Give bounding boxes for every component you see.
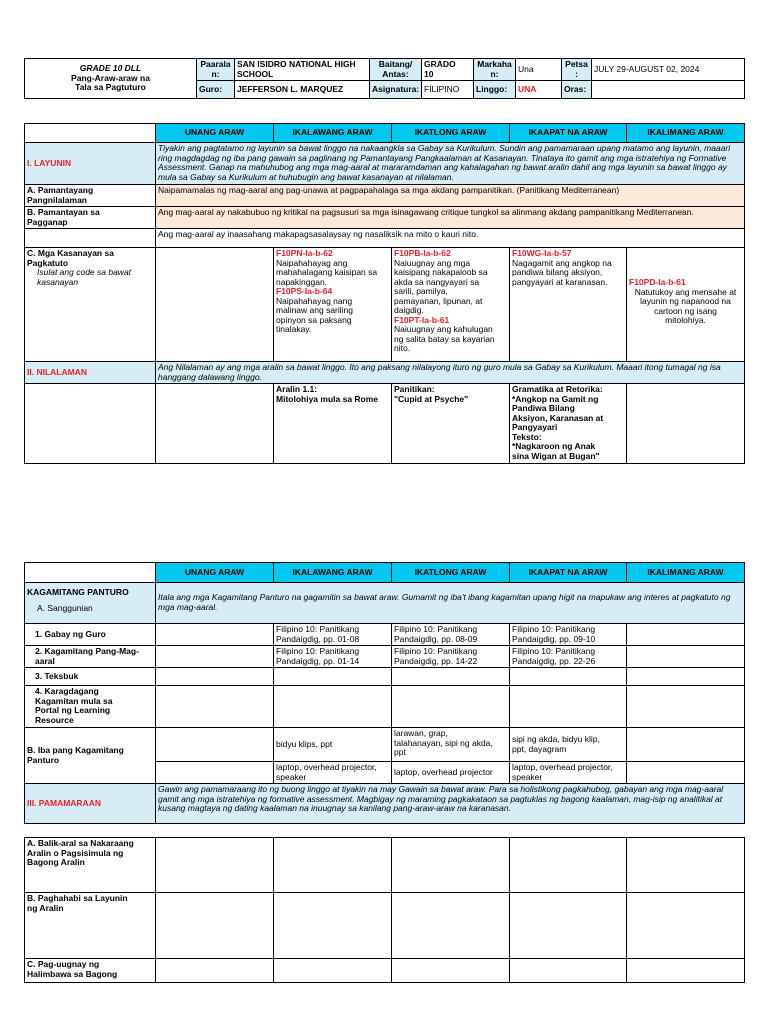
paghahabi-day3 (392, 893, 510, 959)
kasanayan-day1 (156, 248, 274, 362)
balik-aral-day1 (156, 838, 274, 893)
balik-aral-day4 (510, 838, 627, 893)
equipment-day4: laptop, overhead projector, speaker (510, 762, 627, 784)
paghahabi-day5 (627, 893, 745, 959)
competency-code: F10PD-Ia-b-61 (629, 277, 686, 288)
pag-uugnay-day4 (510, 959, 627, 983)
teksbuk-day1 (156, 668, 274, 686)
kasanayan-label: C. Mga Kasanayan sa Pagkatuto (27, 248, 114, 268)
paghahabi-day4 (510, 893, 627, 959)
oras-value (592, 81, 745, 99)
competency-code: F10WG-Ia-b-57 (512, 248, 572, 259)
dll-table-2 (24, 562, 745, 983)
kagamitang-mag-aaral-day5 (627, 646, 745, 668)
oras-label: Oras: (562, 81, 592, 99)
pamamaraan-text: Gawin ang pamamaraang ito ng buong linggo at tiyakin na may Gawain sa bawat araw. Para sa holistikong pagkahubog, gabayan ang mga mag-aaral gamit ang mga istratehiya ng formative assessment. Magbigay ng maraming pagkakataon sa pagtuklas ng bagong kaalaman, mag-isip ng analitikal at kusang magtaya ng dating kaalaman na inuugnay sa kanilang pang-araw-araw na karanasan. (156, 784, 745, 824)
paaralan-label: Paarala n: (197, 59, 235, 81)
petsa-label: Petsa : (562, 59, 592, 81)
teksbuk-day5 (627, 668, 745, 686)
corner-cell (25, 124, 156, 143)
kagamitang-mag-aaral-day4: Filipino 10: Panitikang Pandaigdig, pp. 22-26 (510, 646, 627, 668)
blank-label-cell (25, 229, 156, 248)
day-header-5: IKALIMANG ARAW (627, 124, 745, 143)
karagdagang-day2 (274, 686, 392, 728)
iba-pang-day3: larawan, grap, talahanayan, sipi ng akda, ppt (392, 728, 510, 762)
day-header-3: IKATLONG ARAW (392, 563, 510, 583)
pag-uugnay-day5 (627, 959, 745, 983)
balik-aral-day3 (392, 838, 510, 893)
teksbuk-day3 (392, 668, 510, 686)
competency-code: F10PB-Ia-b-62 (394, 248, 451, 259)
gabay-guro-day2: Filipino 10: Panitikang Pandaigdig, pp. 01-08 (274, 624, 392, 646)
pagganap-extra-text: Ang mag-aaral ay inaasahang makapagsasalaysay ng nasaliksik na mito o kauri nito. (156, 229, 745, 248)
nilalaman-day4: Gramatika at Retorika: *Angkop na Gamit ng Pandiwa Bilang Aksiyon, Karanasan at Pangyayari Teksto: *Nagkaroon ng Anak sina Wigan at Bugan" (510, 384, 627, 464)
pag-uugnay-label: C. Pag-uugnay ng Halimbawa sa Bagong (25, 959, 156, 983)
layunin-text: Tiyakin ang pagtatamo ng layunin sa bawat linggo na nakaangkla sa Gabay sa Kurikulum. Sundin ang pamamaraan upang matamo ang layunin, maaari ring magdagdag ng iba pang gawain sa paglinang ng Pamantayang Pangkaalaman at Kasanayan. Tinataya ito gamit ang mga istratehiya ng Formative Assessment. Ganap na mahuhubog ang mga mag-aaral at mararamdaman ang kahalagahan ng bawat aralin dahil ang mga layunin sa bawat linggo ay mula sa Gabay sa Kurikulum at huhubugin ang bawat kasanayan at nilalaman. (156, 143, 745, 185)
day-header-2: IKALAWANG ARAW (274, 124, 392, 143)
kagamitang-mag-aaral-label: 2. Kagamitang Pang-Mag- aaral (25, 646, 156, 668)
iba-pang-kagamitan-label: B. Iba pang Kagamitang Panturo (25, 728, 156, 784)
baitang-value: GRADO 10 (422, 59, 474, 81)
day-header-4: IKAAPAT NA ARAW (510, 124, 627, 143)
nilalaman-day1 (156, 384, 274, 464)
gabay-guro-label: 1. Gabay ng Guro (25, 624, 156, 646)
sanggunian-label: A. Sanggunian (37, 602, 93, 613)
paaralan-value: SAN ISIDRO NATIONAL HIGH SCHOOL (235, 59, 370, 81)
kagamitan-text: Itala ang mga Kagamitang Panturo na gagamitin sa bawat araw. Gumamit ng iba't ibang kagamitan upang higit na mapukaw ang interes at pagkatuto ng mga mag-aaral. (156, 583, 745, 624)
teksbuk-day2 (274, 668, 392, 686)
guro-label: Guro: (197, 81, 235, 99)
kasanayan-day2 (274, 248, 392, 362)
nilalaman-day2: Aralin 1.1: Mitolohiya mula sa Rome (274, 384, 392, 464)
balik-aral-day5 (627, 838, 745, 893)
pamantayan-pagganap-text: Ang mag-aaral ay nakabubuo ng kritikal na pagsusuri sa mga isinagawang critique tungkol sa alinmang akdang pampanitikang Mediterranean. (156, 207, 745, 229)
markahan-value: Una (516, 59, 562, 81)
competency-code: F10PN-Ia-b-62 (276, 248, 333, 259)
nilalaman-text: Ang Nilalaman ay ang mga aralin sa bawat linggo. Ito ang paksang nilalayong ituro ng guro mula sa Gabay sa Kurikulum. Maaari itong tumagal ng isa hanggang dalawang linggo. (156, 362, 745, 384)
equipment-day3: laptop, overhead projector (392, 762, 510, 784)
balik-aral-day2 (274, 838, 392, 893)
paghahabi-day1 (156, 893, 274, 959)
day-header-5: IKALIMANG ARAW (627, 563, 745, 583)
iba-pang-day4: sipi ng akda, bidyu klip, ppt, dayagram (510, 728, 627, 762)
markahan-label: Markaha n: (474, 59, 516, 81)
day-header-3: IKATLONG ARAW (392, 124, 510, 143)
spacer-row (25, 824, 745, 838)
header-title-line2: Pang-Araw-araw na (71, 72, 150, 83)
kasanayan-label-cell (25, 248, 156, 362)
header-title-line3: Tala sa Pagtuturo (75, 82, 146, 93)
iba-pang-day1 (156, 728, 274, 762)
nilalaman-label: II. NILALAMAN (25, 362, 156, 384)
equipment-day2: laptop, overhead projector, speaker (274, 762, 392, 784)
karagdagang-day3 (392, 686, 510, 728)
competency-code: F10PS-Ia-b-64 (276, 286, 333, 297)
competency-code: F10PT-Ia-b-61 (394, 314, 450, 325)
nilalaman-day3: Panitikan: "Cupid at Psyche" (392, 384, 510, 464)
layunin-label: I. LAYUNIN (25, 143, 156, 185)
iba-pang-day5 (627, 728, 745, 762)
kagamitang-mag-aaral-day1 (156, 646, 274, 668)
iba-pang-day2: bidyu klips, ppt (274, 728, 392, 762)
dll-table-1 (24, 123, 745, 464)
day-header-2: IKALAWANG ARAW (274, 563, 392, 583)
guro-value: JEFFERSON L. MARQUEZ (235, 81, 370, 99)
gabay-guro-day4: Filipino 10: Panitikang Pandaigdig, pp. 09-10 (510, 624, 627, 646)
equipment-day1 (156, 762, 274, 784)
competency-text: Nagagamit ang angkop na pandiwa bilang aksiyon, pangyayari at karanasan. (512, 257, 612, 287)
nilalaman-blank (25, 384, 156, 464)
gabay-guro-day5 (627, 624, 745, 646)
karagdagang-kagamitan-label: 4. Karagdagang Kagamitan mula sa Portal ng Learning Resource (25, 686, 156, 728)
day-header-1: UNANG ARAW (156, 563, 274, 583)
linggo-value: UNA (516, 81, 562, 99)
kasanayan-sublabel: Isulat ang code sa bawat kasanayan (37, 267, 132, 287)
asignatura-label: Asignatura: (370, 81, 422, 99)
nilalaman-day5 (627, 384, 745, 464)
pamamaraan-label: III. PAMAMARAAN (25, 784, 156, 824)
kasanayan-day4 (510, 248, 627, 362)
baitang-label: Baitang/ Antas: (370, 59, 422, 81)
kagamitang-mag-aaral-day3: Filipino 10: Panitikang Pandaigdig, pp. 14-22 (392, 646, 510, 668)
kagamitang-mag-aaral-day2: Filipino 10: Panitikang Pandaigdig, pp. 01-14 (274, 646, 392, 668)
petsa-value: JULY 29-AUGUST 02, 2024 (592, 59, 745, 81)
competency-text: Naipahahayag ang mahahalagang kaisipan sa napakinggan. (276, 257, 378, 287)
competency-text: Naiuugnay ang kahulugan ng salita batay sa kayarian nito. (394, 324, 495, 354)
karagdagang-day4 (510, 686, 627, 728)
day-header-4: IKAAPAT NA ARAW (510, 563, 627, 583)
balik-aral-label: A. Balik-aral sa Nakaraang Aralin o Pagsisimula ng Bagong Aralin (25, 838, 156, 893)
kasanayan-day3 (392, 248, 510, 362)
pag-uugnay-day1 (156, 959, 274, 983)
karagdagang-day5 (627, 686, 745, 728)
paghahabi-label: B. Paghahabi sa Layunin ng Aralin (25, 893, 156, 959)
teksbuk-label: 3. Teksbuk (25, 668, 156, 686)
gabay-guro-day3: Filipino 10: Panitikang Pandaigdig, pp. 08-09 (392, 624, 510, 646)
paghahabi-day2 (274, 893, 392, 959)
competency-text: Naipahahayag nang malinaw ang sariling opinyon sa paksang tinalakay. (276, 295, 354, 335)
competency-text: Natutukoy ang mensahe at layunin ng napanood na cartoon ng isang mitolohiya. (634, 286, 737, 326)
pamantayang-pangnilalaman-text: Naipamamalas ng mag-aaral ang pag-unawa at pagpapahalaga sa mga akdang pampanitikan. (Panitikang Mediterranean) (156, 185, 745, 207)
header-title-cell (25, 59, 197, 99)
linggo-label: Linggo: (474, 81, 516, 99)
equipment-day5 (627, 762, 745, 784)
gabay-guro-day1 (156, 624, 274, 646)
karagdagang-day1 (156, 686, 274, 728)
day-header-1: UNANG ARAW (156, 124, 274, 143)
kagamitan-label-cell (25, 583, 156, 624)
header-title-grade: GRADE 10 DLL (79, 63, 142, 74)
pamantayan-pagganap-label: B. Pamantayan sa Pagganap (25, 207, 156, 229)
corner-cell-2 (25, 563, 156, 583)
header-table (24, 58, 745, 99)
pamantayang-pangnilalaman-label: A. Pamantayang Pangnilalaman (25, 185, 156, 207)
competency-text: Naiuugnay ang mga kaisipang nakapaloob sa akda sa nangyayari sa sarili, pamilya, pamayanan, lipunan, at daigdig. (394, 257, 488, 316)
teksbuk-day4 (510, 668, 627, 686)
pag-uugnay-day3 (392, 959, 510, 983)
pag-uugnay-day2 (274, 959, 392, 983)
asignatura-value: FILIPINO (422, 81, 474, 99)
kasanayan-day5 (627, 248, 745, 362)
kagamitan-label: KAGAMITANG PANTURO (27, 587, 129, 597)
